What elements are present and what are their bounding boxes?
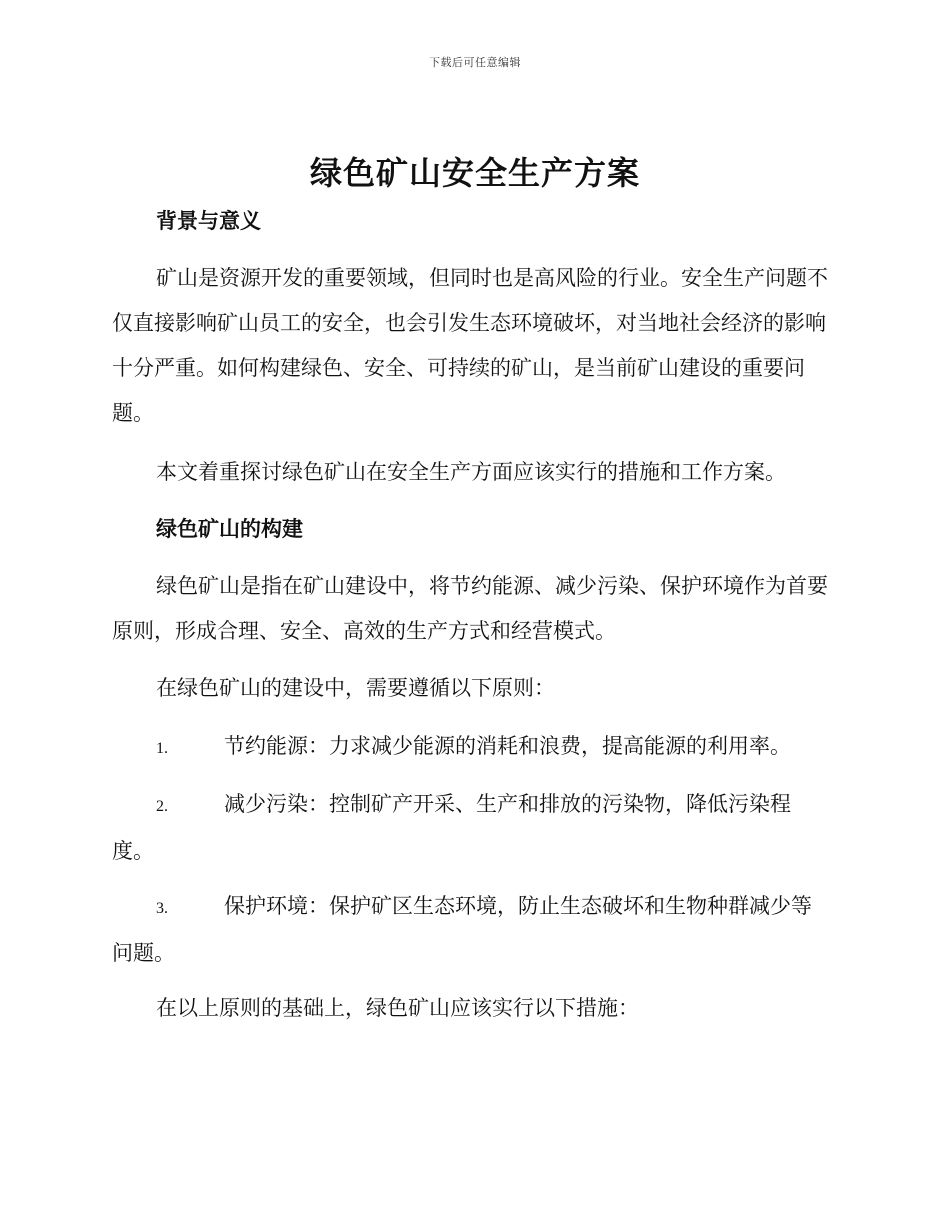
list-number: 3. [156,900,168,917]
paragraph-measures-intro: 在以上原则的基础上，绿色矿山应该实行以下措施： [156,996,639,1020]
list-number: 1. [156,740,168,757]
list-item-text: 减少污染：控制矿产开采、生产和排放的污染物，降低污染程度。 [112,792,791,863]
section-heading-construction: 绿色矿山的构建 [156,517,303,541]
list-item-text: 节约能源：力求减少能源的消耗和浪费，提高能源的利用率。 [224,734,791,758]
principle-list-item [112,884,832,976]
list-number: 2. [156,798,168,815]
principle-list-item [112,782,832,874]
paragraph-background-intro: 矿山是资源开发的重要领域，但同时也是高风险的行业。安全生产问题不仅直接影响矿山员工的安全，也会引发生态环境破坏，对当地社会经济的影响十分严重。如何构建绿色、安全、可持续的矿山，是当前矿山建设的重要问题。 [112,266,828,425]
list-item-text: 保护环境：保护矿区生态环境，防止生态破坏和生物种群减少等问题。 [112,894,812,965]
page-header-caption: 下载后可任意编辑 [429,56,521,69]
paragraph-green-mine-definition: 绿色矿山是指在矿山建设中，将节约能源、减少污染、保护环境作为首要原则，形成合理、安全、高效的生产方式和经营模式。 [112,574,828,643]
document-title: 绿色矿山安全生产方案 [309,154,640,192]
principle-list-item [112,724,832,771]
paragraph-principles-intro: 在绿色矿山的建设中，需要遵循以下原则： [156,676,555,700]
section-heading-background: 背景与意义 [156,209,261,233]
paragraph-purpose: 本文着重探讨绿色矿山在安全生产方面应该实行的措施和工作方案。 [156,460,786,484]
